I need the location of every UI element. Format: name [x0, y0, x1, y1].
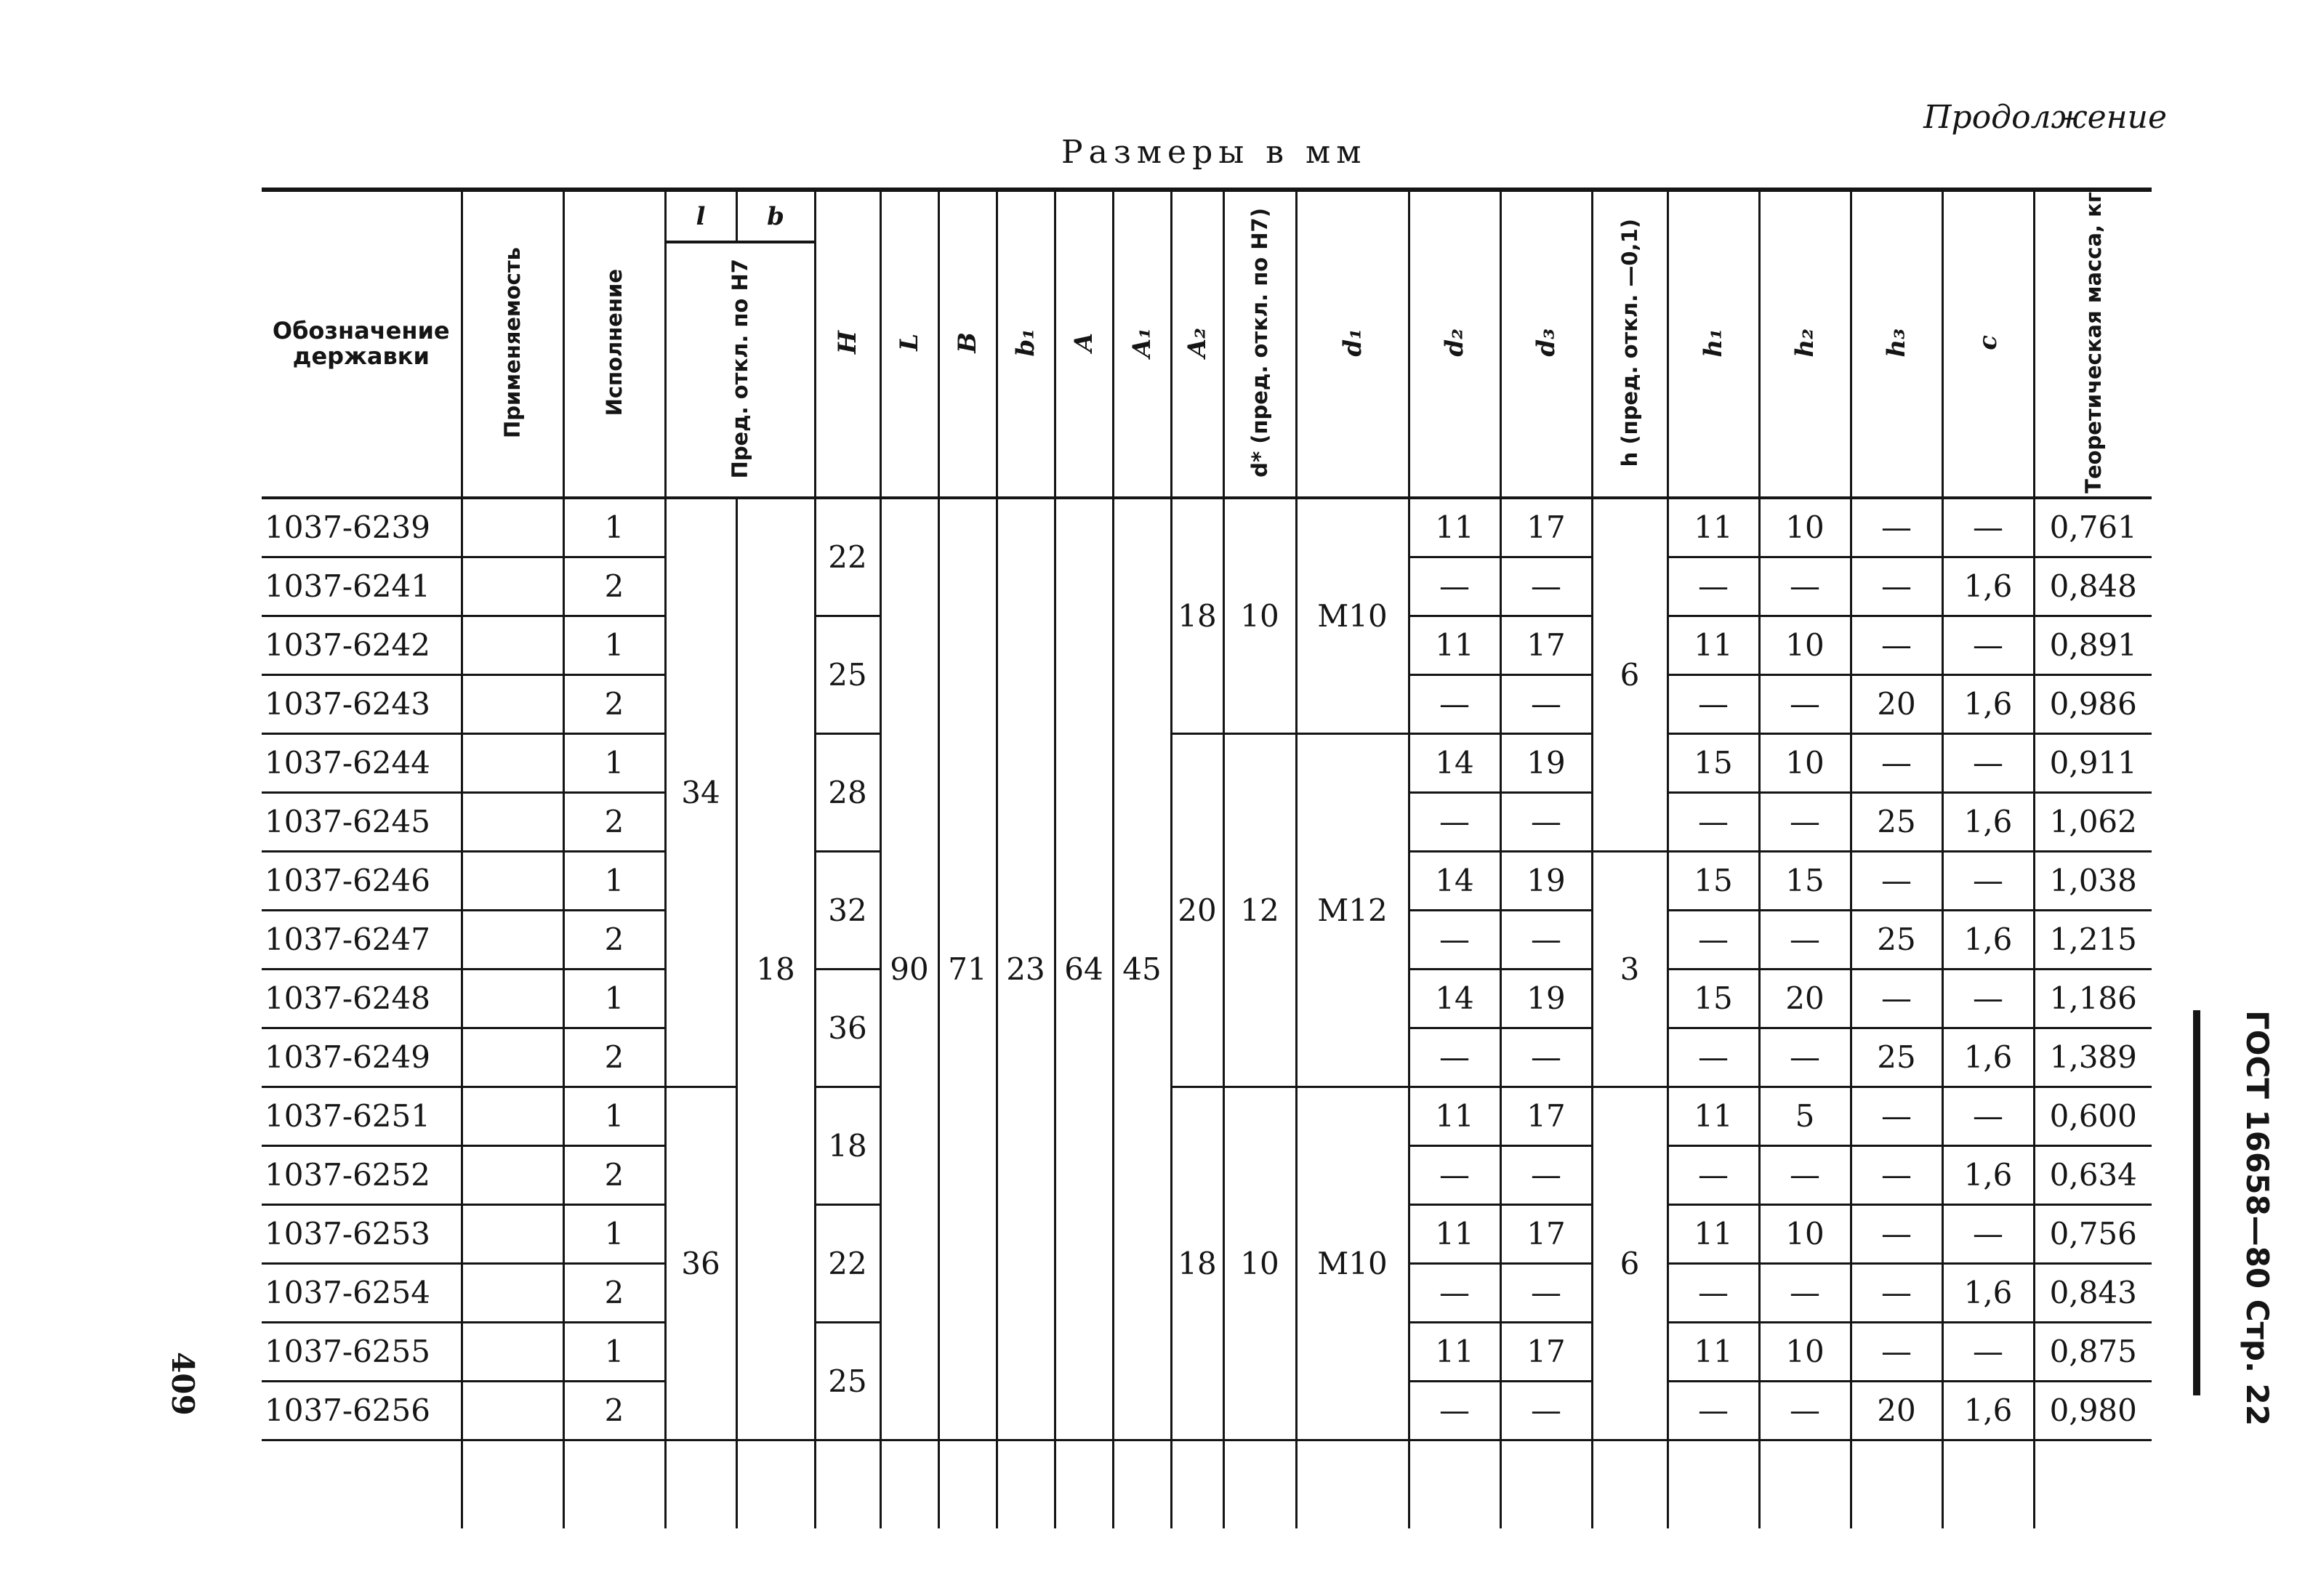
- header-A1: A₁: [1113, 190, 1171, 498]
- header-L: L: [880, 190, 938, 498]
- cell-h2: 10: [1759, 1204, 1851, 1263]
- cell-execution: 2: [563, 1381, 665, 1440]
- cell-A2: 20: [1171, 733, 1223, 1087]
- cell-mass: 0,843: [2034, 1263, 2152, 1322]
- cell-execution: 2: [563, 557, 665, 616]
- cell-H: 32: [815, 851, 880, 969]
- cell-d3: 19: [1500, 969, 1592, 1028]
- cell-d3: 17: [1500, 1322, 1592, 1381]
- cell-c: —: [1942, 1322, 2034, 1381]
- header-d-star: d* (пред. откл. по H7): [1223, 190, 1296, 498]
- cell-designation: 1037-6244: [262, 733, 462, 792]
- cell-c: —: [1942, 616, 2034, 674]
- cell-d2: 11: [1409, 498, 1500, 557]
- cell-execution: 1: [563, 498, 665, 557]
- cell-h2: 20: [1759, 969, 1851, 1028]
- cell-h3: 20: [1851, 674, 1942, 733]
- cell-h1: —: [1668, 1028, 1759, 1087]
- cell-designation: 1037-6256: [262, 1381, 462, 1440]
- cell-execution: 1: [563, 1087, 665, 1145]
- cell-c: 1,6: [1942, 674, 2034, 733]
- cell-h2: —: [1759, 557, 1851, 616]
- cell-H: 22: [815, 498, 880, 616]
- cell-applicability: [462, 674, 563, 733]
- gost-margin-rule: [2193, 1010, 2200, 1395]
- cell-mass: 1,215: [2034, 910, 2152, 969]
- header-H: H: [815, 190, 880, 498]
- cell-c: 1,6: [1942, 1263, 2034, 1322]
- cell-h3: —: [1851, 557, 1942, 616]
- cell-d3: 19: [1500, 733, 1592, 792]
- cell-mass: 0,761: [2034, 498, 2152, 557]
- cell-d3: 17: [1500, 1204, 1592, 1263]
- cell-H: 22: [815, 1204, 880, 1322]
- cell-d2: 11: [1409, 616, 1500, 674]
- cell-h1: —: [1668, 910, 1759, 969]
- cell-d1: M10: [1296, 1087, 1409, 1440]
- cell-c: —: [1942, 733, 2034, 792]
- cell-designation: 1037-6248: [262, 969, 462, 1028]
- cell-d3: —: [1500, 1263, 1592, 1322]
- cell-h1: 15: [1668, 851, 1759, 910]
- header-h3: h₃: [1851, 190, 1942, 498]
- cell-h: 6: [1592, 1087, 1668, 1440]
- cell-designation: 1037-6251: [262, 1087, 462, 1145]
- cell-d3: 19: [1500, 851, 1592, 910]
- cell-h2: —: [1759, 1145, 1851, 1204]
- header-c: c: [1942, 190, 2034, 498]
- header-applicability: Применяемость: [462, 190, 563, 498]
- cell-h2: 5: [1759, 1087, 1851, 1145]
- cell-d2: —: [1409, 792, 1500, 851]
- cell-d-star: 12: [1223, 733, 1296, 1087]
- cell-h2: —: [1759, 1028, 1851, 1087]
- cell-h3: —: [1851, 1204, 1942, 1263]
- cell-designation: 1037-6253: [262, 1204, 462, 1263]
- cell-h1: —: [1668, 1263, 1759, 1322]
- cell-h2: —: [1759, 674, 1851, 733]
- gost-label: ГОСТ 16658—80 Стр. 22: [2240, 1010, 2275, 1427]
- cell-applicability: [462, 851, 563, 910]
- header-designation: Обозначение державки: [262, 190, 462, 498]
- cell-execution: 2: [563, 792, 665, 851]
- cell-h3: —: [1851, 969, 1942, 1028]
- cell-A1: 45: [1113, 498, 1171, 1440]
- cell-c: —: [1942, 498, 2034, 557]
- cell-d2: —: [1409, 1381, 1500, 1440]
- cell-d3: —: [1500, 1145, 1592, 1204]
- cell-h2: 10: [1759, 616, 1851, 674]
- cell-designation: 1037-6252: [262, 1145, 462, 1204]
- cell-execution: 2: [563, 674, 665, 733]
- cell-execution: 2: [563, 1263, 665, 1322]
- cell-c: 1,6: [1942, 792, 2034, 851]
- cell-c: 1,6: [1942, 1381, 2034, 1440]
- cell-c: —: [1942, 851, 2034, 910]
- cell-h3: 25: [1851, 910, 1942, 969]
- cell-d3: —: [1500, 792, 1592, 851]
- cell-applicability: [462, 969, 563, 1028]
- cell-c: —: [1942, 1204, 2034, 1263]
- cell-A2: 18: [1171, 498, 1223, 734]
- cell-designation: 1037-6254: [262, 1263, 462, 1322]
- cell-d3: —: [1500, 910, 1592, 969]
- cell-h3: —: [1851, 498, 1942, 557]
- cell-d2: 14: [1409, 851, 1500, 910]
- header-l: l: [665, 190, 736, 242]
- cell-mass: 0,911: [2034, 733, 2152, 792]
- cell-applicability: [462, 557, 563, 616]
- cell-h3: —: [1851, 1145, 1942, 1204]
- cell-h1: —: [1668, 557, 1759, 616]
- header-h1: h₁: [1668, 190, 1759, 498]
- cell-h2: 10: [1759, 733, 1851, 792]
- cell-mass: 0,848: [2034, 557, 2152, 616]
- cell-mass: 0,756: [2034, 1204, 2152, 1263]
- header-tolerance: Пред. откл. по H7: [665, 242, 815, 497]
- cell-d3: —: [1500, 1028, 1592, 1087]
- cell-h2: —: [1759, 1263, 1851, 1322]
- cell-d-star: 10: [1223, 1087, 1296, 1440]
- header-A2: A₂: [1171, 190, 1223, 498]
- cell-H: 18: [815, 1087, 880, 1204]
- cell-h3: —: [1851, 1087, 1942, 1145]
- holder-dimensions-table: [262, 188, 2152, 1528]
- cell-applicability: [462, 1204, 563, 1263]
- cell-d1: M10: [1296, 498, 1409, 734]
- cell-d2: 11: [1409, 1087, 1500, 1145]
- header-b1: b₁: [997, 190, 1055, 498]
- cell-execution: 2: [563, 1145, 665, 1204]
- cell-execution: 2: [563, 910, 665, 969]
- cell-d3: —: [1500, 1381, 1592, 1440]
- cell-designation: 1037-6241: [262, 557, 462, 616]
- cell-h1: 11: [1668, 616, 1759, 674]
- cell-l: 34: [665, 498, 736, 1087]
- cell-applicability: [462, 792, 563, 851]
- sizes-caption: Размеры в мм: [1061, 134, 1367, 171]
- cell-c: —: [1942, 969, 2034, 1028]
- cell-mass: 0,891: [2034, 616, 2152, 674]
- cell-designation: 1037-6249: [262, 1028, 462, 1087]
- header-b: b: [736, 190, 815, 242]
- header-execution: Исполнение: [563, 190, 665, 498]
- page-number: 409: [165, 1352, 201, 1416]
- cell-d-star: 10: [1223, 498, 1296, 734]
- cell-execution: 2: [563, 1028, 665, 1087]
- header-d1: d₁: [1296, 190, 1409, 498]
- cell-d2: —: [1409, 1028, 1500, 1087]
- cell-execution: 1: [563, 1204, 665, 1263]
- cell-d3: 17: [1500, 498, 1592, 557]
- cell-d2: —: [1409, 674, 1500, 733]
- cell-h: 6: [1592, 498, 1668, 852]
- cell-d3: 17: [1500, 1087, 1592, 1145]
- cell-d2: —: [1409, 1263, 1500, 1322]
- cell-applicability: [462, 1028, 563, 1087]
- cell-designation: 1037-6239: [262, 498, 462, 557]
- cell-mass: 0,634: [2034, 1145, 2152, 1204]
- cell-c: 1,6: [1942, 557, 2034, 616]
- cell-h1: 15: [1668, 733, 1759, 792]
- cell-execution: 1: [563, 616, 665, 674]
- cell-h3: —: [1851, 851, 1942, 910]
- header-d2: d₂: [1409, 190, 1500, 498]
- cell-mass: 0,600: [2034, 1087, 2152, 1145]
- cell-designation: 1037-6245: [262, 792, 462, 851]
- cell-h3: 25: [1851, 1028, 1942, 1087]
- cell-H: 36: [815, 969, 880, 1087]
- header-B: B: [938, 190, 997, 498]
- cell-h1: —: [1668, 792, 1759, 851]
- cell-d2: —: [1409, 1145, 1500, 1204]
- header-h: h (пред. откл. —0,1): [1592, 190, 1668, 498]
- cell-d3: 17: [1500, 616, 1592, 674]
- cell-execution: 1: [563, 969, 665, 1028]
- cell-d3: —: [1500, 557, 1592, 616]
- cell-h3: 25: [1851, 792, 1942, 851]
- header-h2: h₂: [1759, 190, 1851, 498]
- cell-h2: 15: [1759, 851, 1851, 910]
- cell-h1: —: [1668, 1145, 1759, 1204]
- cell-h1: 11: [1668, 1322, 1759, 1381]
- cell-mass: 0,986: [2034, 674, 2152, 733]
- cell-h1: 11: [1668, 1204, 1759, 1263]
- cell-h3: —: [1851, 616, 1942, 674]
- cell-c: 1,6: [1942, 1028, 2034, 1087]
- cell-mass: 1,062: [2034, 792, 2152, 851]
- cell-h1: 15: [1668, 969, 1759, 1028]
- cell-d2: —: [1409, 557, 1500, 616]
- cell-l: 36: [665, 1087, 736, 1440]
- cell-H: 28: [815, 733, 880, 851]
- cell-B: 71: [938, 498, 997, 1440]
- cell-applicability: [462, 1145, 563, 1204]
- cell-designation: 1037-6242: [262, 616, 462, 674]
- cell-applicability: [462, 733, 563, 792]
- cell-L: 90: [880, 498, 938, 1440]
- cell-applicability: [462, 616, 563, 674]
- cell-b: 18: [736, 498, 815, 1440]
- cell-applicability: [462, 498, 563, 557]
- cell-b1: 23: [997, 498, 1055, 1440]
- cell-h2: —: [1759, 792, 1851, 851]
- cell-c: 1,6: [1942, 910, 2034, 969]
- cell-h3: 20: [1851, 1381, 1942, 1440]
- cell-mass: 1,038: [2034, 851, 2152, 910]
- cell-execution: 1: [563, 1322, 665, 1381]
- cell-A2: 18: [1171, 1087, 1223, 1440]
- cell-designation: 1037-6246: [262, 851, 462, 910]
- cell-c: 1,6: [1942, 1145, 2034, 1204]
- cell-designation: 1037-6247: [262, 910, 462, 969]
- cell-d3: —: [1500, 674, 1592, 733]
- cell-applicability: [462, 1322, 563, 1381]
- cell-h1: —: [1668, 1381, 1759, 1440]
- cell-designation: 1037-6243: [262, 674, 462, 733]
- cell-d2: 11: [1409, 1322, 1500, 1381]
- cell-h2: —: [1759, 1381, 1851, 1440]
- cell-h2: 10: [1759, 498, 1851, 557]
- cell-h3: —: [1851, 1322, 1942, 1381]
- cell-d1: M12: [1296, 733, 1409, 1087]
- cell-h2: 10: [1759, 1322, 1851, 1381]
- cell-h1: 11: [1668, 498, 1759, 557]
- cell-h1: —: [1668, 674, 1759, 733]
- header-d3: d₃: [1500, 190, 1592, 498]
- header-A: A: [1055, 190, 1113, 498]
- cell-d2: —: [1409, 910, 1500, 969]
- cell-d2: 14: [1409, 733, 1500, 792]
- cell-d2: 11: [1409, 1204, 1500, 1263]
- cell-execution: 1: [563, 851, 665, 910]
- cell-h2: —: [1759, 910, 1851, 969]
- cell-mass: 1,186: [2034, 969, 2152, 1028]
- cell-d2: 14: [1409, 969, 1500, 1028]
- cell-h3: —: [1851, 733, 1942, 792]
- cell-A: 64: [1055, 498, 1113, 1440]
- cell-mass: 0,875: [2034, 1322, 2152, 1381]
- cell-mass: 0,980: [2034, 1381, 2152, 1440]
- header-mass: Теоретическая масса, кг: [2034, 190, 2152, 498]
- cell-h1: 11: [1668, 1087, 1759, 1145]
- cell-applicability: [462, 1263, 563, 1322]
- cell-H: 25: [815, 616, 880, 733]
- cell-execution: 1: [563, 733, 665, 792]
- cell-designation: 1037-6255: [262, 1322, 462, 1381]
- cell-applicability: [462, 1087, 563, 1145]
- cell-mass: 1,389: [2034, 1028, 2152, 1087]
- cell-H: 25: [815, 1322, 880, 1440]
- cell-c: —: [1942, 1087, 2034, 1145]
- continuation-label: Продолжение: [1923, 99, 2167, 136]
- cell-h: 3: [1592, 851, 1668, 1087]
- cell-applicability: [462, 910, 563, 969]
- cell-h3: —: [1851, 1263, 1942, 1322]
- cell-applicability: [462, 1381, 563, 1440]
- table-tail: [262, 1440, 2152, 1528]
